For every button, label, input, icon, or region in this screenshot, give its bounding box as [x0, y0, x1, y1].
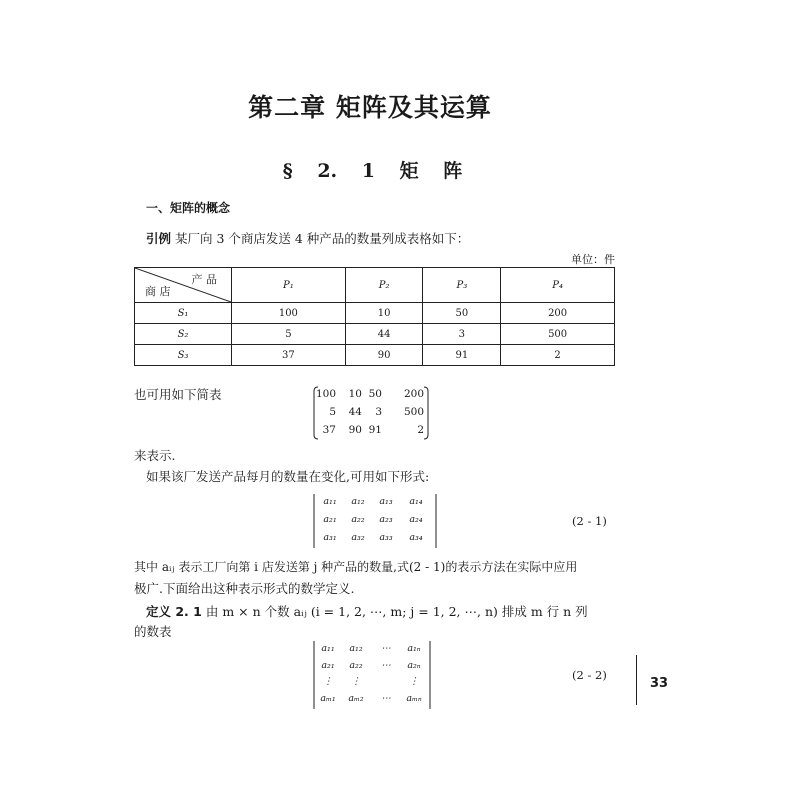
matrix-1	[312, 385, 430, 441]
matrix-cell: ⋯	[381, 660, 391, 671]
table-cell: 100	[232, 303, 346, 324]
definition-text: 由 m × n 个数 aᵢⱼ (i = 1, 2, ⋯, m; j = 1, 2, ⋯, n) 排成 m 行 n 列	[205, 604, 588, 619]
matrix-cell: a₁₂	[349, 643, 363, 654]
matrix-cell: 3	[375, 406, 382, 418]
matrix-cell: 200	[403, 388, 424, 400]
unit-label: 单位：件	[571, 253, 615, 266]
matrix-cell: a₂₄	[409, 514, 423, 525]
header-store: 商 店	[145, 285, 171, 298]
matrix-cell: a₁ₙ	[407, 643, 421, 654]
table-cell: 2	[501, 345, 615, 366]
matrix-cell: ⋮	[323, 676, 333, 687]
matrix-cell: 37	[322, 424, 336, 436]
after-matrix-text: 来表示.	[134, 448, 176, 463]
table-cell: 3	[423, 324, 501, 345]
table-cell: 90	[345, 345, 423, 366]
matrix-cell: 500	[403, 406, 424, 418]
shipment-table	[134, 267, 615, 366]
matrix-3	[312, 640, 432, 710]
matrix-cell: ⋯	[381, 643, 391, 654]
matrix-cell: 44	[348, 406, 362, 418]
matrix-cell: a₁₁	[321, 643, 335, 654]
column-header: P₃	[423, 268, 501, 303]
matrix-cell: a₁₁	[323, 496, 337, 507]
row-header: S₃	[135, 345, 232, 366]
matrix-cell: aₘ₁	[320, 693, 336, 704]
table-cell: 37	[232, 345, 346, 366]
matrix-cell: 91	[368, 424, 382, 436]
simple-table-text: 也可用如下简表	[134, 387, 222, 402]
equation-label-2: (2 - 2)	[572, 668, 607, 682]
table-row	[135, 303, 615, 324]
table-cell: 50	[423, 303, 501, 324]
explain-line-1: 其中 aᵢⱼ 表示工厂向第 i 店发送第 j 种产品的数量,式(2 - 1)的表示方法在实际中应用	[134, 560, 578, 574]
subsection-title: 一、矩阵的概念	[146, 201, 231, 215]
matrix-cell: 100	[316, 388, 337, 400]
diagonal-header-cell	[135, 268, 232, 303]
matrix-cell: ⋮	[351, 676, 361, 687]
header-product: 产 品	[191, 273, 217, 286]
matrix-cell: a₁₃	[379, 496, 393, 507]
matrix-cell: a₂₃	[379, 514, 393, 525]
intro-text: 某厂向 3 个商店发送 4 种产品的数量列成表格如下：	[175, 231, 470, 246]
matrix-2	[312, 493, 438, 549]
row-header: S₁	[135, 303, 232, 324]
matrix-cell: a₃₂	[351, 532, 365, 543]
chapter-title: 第二章 矩阵及其运算	[248, 93, 492, 122]
page-number-divider	[636, 655, 637, 705]
explain-line-2: 极广.下面给出这种表示形式的数学定义.	[134, 581, 355, 596]
equation-label-1: (2 - 1)	[572, 514, 607, 528]
matrix-cell: aₘ₂	[348, 693, 364, 704]
intro-paragraph	[146, 229, 469, 247]
definition-label: 定义 2. 1	[146, 604, 202, 619]
matrix-cell: 50	[368, 388, 382, 400]
matrix-cell: a₃₁	[323, 532, 337, 543]
table-cell: 10	[345, 303, 423, 324]
matrix-cell: ⋮	[409, 676, 419, 687]
matrix-cell: a₂₁	[321, 660, 335, 671]
table-row	[135, 345, 615, 366]
column-header: P₂	[345, 268, 423, 303]
page-number: 33	[650, 676, 669, 691]
matrix-cell: a₂₂	[351, 514, 365, 525]
matrix-cell: a₃₄	[409, 532, 423, 543]
column-header: P₄	[501, 268, 615, 303]
matrix-cell: a₁₂	[351, 496, 365, 507]
row-header: S₂	[135, 324, 232, 345]
matrix-cell: ⋯	[381, 693, 391, 704]
matrix-cell: a₃₃	[379, 532, 393, 543]
matrix-cell: 5	[329, 406, 336, 418]
table-row	[135, 324, 615, 345]
matrix-cell: a₂ₙ	[407, 660, 421, 671]
monthly-text: 如果该厂发送产品每月的数量在变化,可用如下形式:	[146, 469, 430, 484]
matrix-cell: 2	[417, 424, 424, 436]
definition-line-2: 的数表	[134, 624, 172, 639]
section-title: § 2. 1 矩 阵	[282, 160, 463, 182]
table-cell: 44	[345, 324, 423, 345]
matrix-cell: 90	[348, 424, 362, 436]
table-cell: 500	[501, 324, 615, 345]
intro-label: 引例	[146, 231, 172, 246]
matrix-cell: 10	[348, 388, 362, 400]
column-header: P₁	[232, 268, 346, 303]
table-cell: 91	[423, 345, 501, 366]
definition-line-1	[146, 602, 588, 620]
matrix-cell: a₁₄	[409, 496, 423, 507]
matrix-cell: aₘₙ	[406, 693, 422, 704]
matrix-cell: a₂₁	[323, 514, 337, 525]
table-header-row	[135, 268, 615, 303]
matrix-cell: a₂₂	[349, 660, 363, 671]
table-cell: 5	[232, 324, 346, 345]
table-cell: 200	[501, 303, 615, 324]
